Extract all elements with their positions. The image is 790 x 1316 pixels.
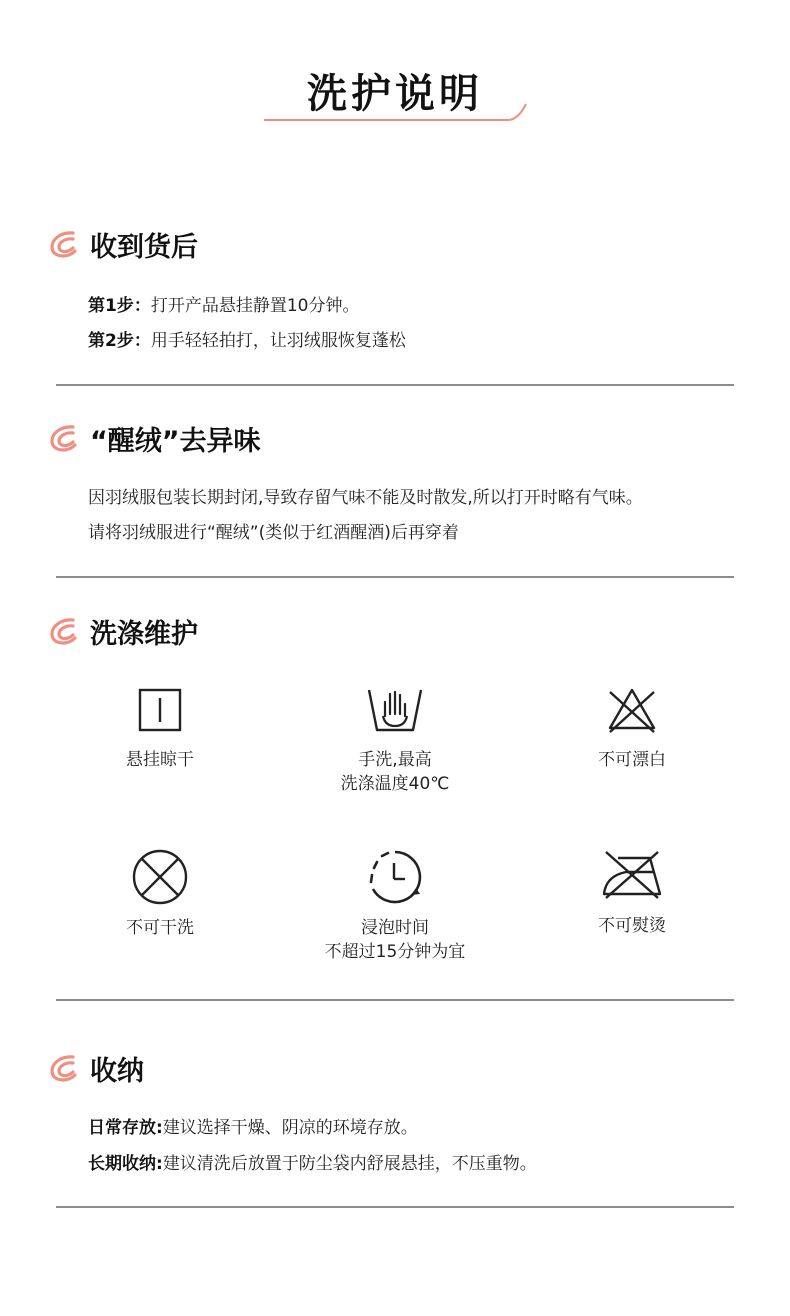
step-text: 打开产品悬挂静置10分钟。 (150, 296, 360, 316)
hang-dry-icon (136, 686, 184, 734)
section-storage-title: 收纳 (90, 1055, 144, 1087)
section-receive-title: 收到货后 (90, 231, 198, 263)
title-underline (262, 100, 528, 124)
section-divider (56, 1206, 734, 1208)
brand-swoosh-icon (48, 229, 78, 259)
receive-step-1 (88, 291, 359, 316)
step-label: 第1步： (88, 296, 151, 316)
care-item-no-iron (512, 848, 752, 938)
brand-swoosh-icon (48, 423, 78, 453)
care-item-no-bleach (512, 686, 752, 772)
section-divider (56, 576, 734, 578)
care-item-soak-time (275, 848, 515, 964)
storage-daily (88, 1113, 418, 1138)
care-item-hang-dry (40, 686, 280, 772)
soak-time-icon (366, 848, 424, 906)
storage-text: 建议清洗后放置于防尘袋内舒展悬挂，不压重物。 (162, 1154, 537, 1174)
section-deodorize-header (48, 420, 261, 456)
page-title: 洗护说明 (307, 71, 483, 117)
no-iron-icon (600, 848, 664, 900)
care-label: 不可熨烫 (598, 916, 666, 936)
no-bleach-icon (606, 686, 658, 734)
storage-label: 长期收纳: (88, 1154, 163, 1174)
care-label: 手洗,最高 洗涤温度40℃ (340, 750, 450, 794)
section-divider (56, 384, 734, 386)
step-text: 用手轻轻拍打，让羽绒服恢复蓬松 (150, 331, 406, 351)
care-label: 浸泡时间 不超过15分钟为宜 (324, 918, 466, 962)
section-deodorize-title: “醒绒”去异味 (90, 425, 261, 457)
deodorize-line-1: 因羽绒服包装长期封闭,导致存留气味不能及时散发,所以打开时略有气味。 (88, 488, 643, 508)
care-label: 悬挂晾干 (126, 750, 194, 770)
hand-wash-icon (365, 686, 425, 734)
section-storage-header (48, 1050, 144, 1086)
storage-label: 日常存放: (88, 1118, 163, 1138)
step-label: 第2步： (88, 331, 151, 351)
care-label: 不可干洗 (126, 918, 194, 938)
section-wash-header (48, 613, 198, 649)
section-receive-header (48, 226, 198, 262)
care-item-no-dry-clean (40, 848, 280, 940)
no-dry-clean-icon (131, 848, 189, 906)
section-wash-title: 洗涤维护 (90, 618, 198, 650)
brand-swoosh-icon (48, 1053, 78, 1083)
care-label: 不可漂白 (598, 750, 666, 770)
receive-step-2 (88, 326, 406, 351)
care-item-hand-wash (275, 686, 515, 796)
storage-long-term (88, 1149, 537, 1174)
section-divider (56, 999, 734, 1001)
storage-text: 建议选择干燥、阴凉的环境存放。 (162, 1118, 418, 1138)
deodorize-line-2: 请将羽绒服进行“醒绒”(类似于红酒醒酒)后再穿着 (88, 523, 459, 543)
brand-swoosh-icon (48, 616, 78, 646)
